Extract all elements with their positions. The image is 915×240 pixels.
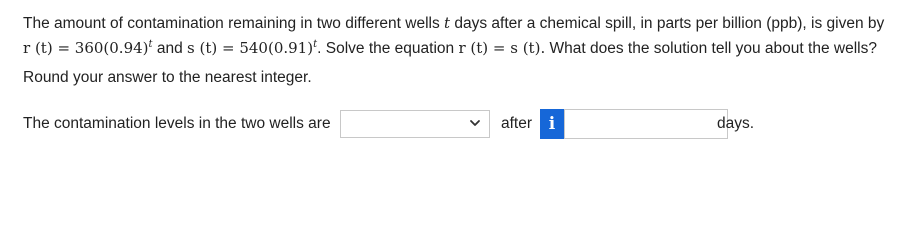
rounding-instruction: Round your answer to the nearest integer. [23,69,312,86]
days-input[interactable] [565,110,727,138]
days-text: days. [717,115,755,132]
r-function: r $(t) = 360(0.94)^t$ [23,39,153,57]
what-text: What does the solution tell you about the wells? [549,40,877,57]
question-line-1 [23,11,903,36]
and-word: and [156,40,183,57]
answer-row [23,106,903,142]
s-function: s $(t) = 540(0.91)^t$ [187,39,318,57]
question-intro: The amount of contamination remaining in two different wells [23,15,440,32]
solve-text: Solve the equation [325,40,455,57]
levels-dropdown[interactable] [340,110,490,138]
info-icon[interactable]: i [540,109,564,139]
question-intro-cont: days after a chemical spill, in parts per billion (ppb), is given by [454,15,885,32]
equation: r (t) = s (t). [458,39,546,57]
question-line-2 [23,36,903,61]
after-text: after [501,115,533,132]
variable-t: t [444,14,451,32]
question-text [23,11,903,61]
period: . [317,40,322,57]
chevron-down-icon [469,117,481,129]
days-input-wrapper [564,109,728,139]
answer-lead-text: The contamination levels in the two wells are [23,115,331,132]
